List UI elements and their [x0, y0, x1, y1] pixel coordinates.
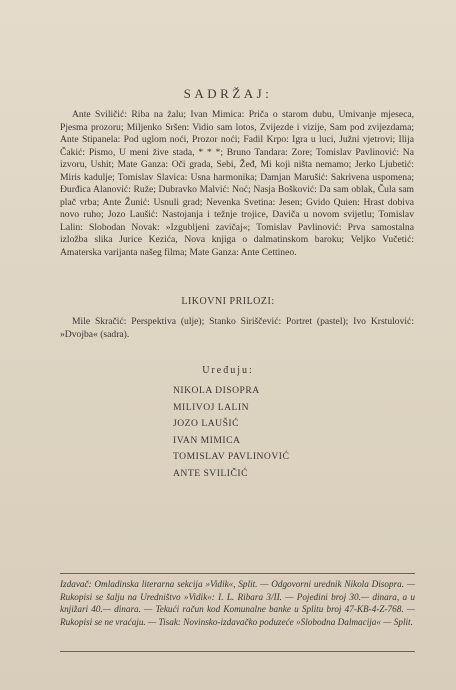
editor-name: NIKOLA DISOPRA [173, 385, 260, 396]
contents-list: Ante Sviličić: Riba na žalu; Ivan Mimica: Priča o starom dubu, Umivanje mjeseca, Pjesma prozoru; Miljenko Sršen: Vidio sam lotos, Zvijezde i vizije, Sam pod zvijezdama; Ante Stipanela: Pod uglom noći, Prozor noći; Fadil Krpo: Igra u luci, Južni vjetrovi; Ilija Čakić: Pismo, U meni žive stada, * * *; Bruno Tandara: Zore; Tomislav Pavlinović: Na izvoru, Ushit; Mate Ganza: Oči grada, Sebi, Žeđ, Mi koji ništa nemamo; Jerko Ljubetić: Miris kadulje; Tomislav Slavica: Usna harmonika; Damjan Marušić: Sakrivena uspomena; Đurđica Alanović: Ruže; Dubravko Malvić: Noć; Nasja Bošković: Da sam oblak, Čula sam plač vrba; Ante Žunić: Usnuli grad; Nevenka Svetina: Jesen; Gvido Quien: Hrast dobiva novo ruho; Jozo Laušić: Nastojanja i težnje trojice, Daviča u novom svijetlu; Tomislav Lalin: Slobodan Novak: »Izgubljeni zavičaj«; Tomislav Pavlinović: Prva samostalna izložba slika Jurice Kezića, Nova knjiga o dalmatinskom baroku; Veljko Vučetić: Amaterska varijanta našeg filma; Mate Ganza: Ante Cettineo. [60, 109, 414, 259]
editor-name: MILIVOJ LALIN [173, 401, 250, 413]
editor-name: ANTE SVILIČIĆ [173, 467, 248, 479]
editor-name: JOZO LAUŠIĆ [173, 418, 239, 430]
art-supplements-list: Mile Skračić: Perspektiva (ulje); Stanko Siriščević: Portret (pastel); Ivo Krstulović: »Dvojba« (sadra). [60, 316, 414, 340]
editors-list [173, 383, 289, 483]
imprint-bottom-rule [60, 651, 415, 652]
editors-heading: Uređuju: [202, 365, 254, 376]
page-title: SADRŽAJ: [183, 86, 273, 101]
imprint-top-rule [60, 573, 415, 574]
editor-name: IVAN MIMICA [173, 434, 241, 446]
art-supplements-heading: LIKOVNI PRILOZI: [181, 296, 275, 307]
imprint-text: Izdavač: Omladinska literarna sekcija »Vidik«, Split. — Odgovorni urednik Nikola Disopra. — Rukopisi se šalju na Uredništvo »Vidik«: I. L. Ribara 3/II. — Pojedini broj 30.— dinara, a u knjižari 40.— dinara. — Tekući račun kod Komunalne banke u Splitu broj 47-KB-4-Z-768. — Rukopisi se ne vraćaju. — Tisak: Novinsko-izdavačko poduzeće »Slobodna Dalmacija« — Split. [60, 579, 415, 627]
editor-name: TOMISLAV PAVLINOVIĆ [173, 451, 290, 463]
